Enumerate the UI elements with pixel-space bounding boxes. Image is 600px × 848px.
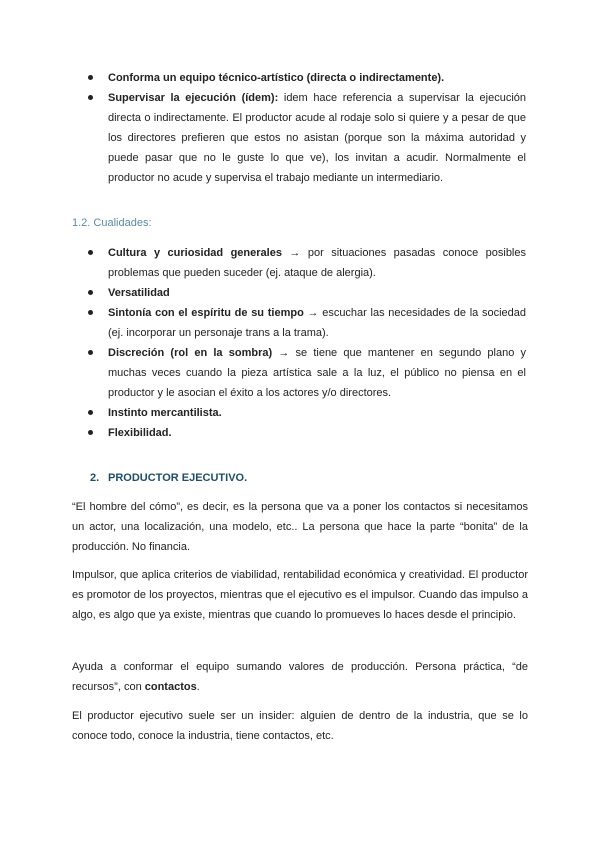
bullet-icon [88, 430, 93, 435]
item-lead: Flexibilidad. [108, 427, 172, 439]
bullet-icon [88, 310, 93, 315]
item-text: idem hace referencia a supervisar la ejecución directa o indirectamente. El productor acude al rodaje solo si quiere y a pesar de que los directores prefieren que estos no asistan (porque son la máxima autoridad y puede pasar que no le guste lo que ve), los invitan a acudir. Normalmente el productor no acude y supervisa el trabajo mediante un intermediario. [108, 92, 526, 184]
bullet-icon [88, 250, 93, 255]
item-lead: Instinto mercantilista. [108, 407, 222, 419]
paragraph: El productor ejecutivo suele ser un insider: alguien de dentro de la industria, que se lo conoce todo, conoce la industria, tiene contactos, etc. [72, 710, 528, 742]
bullet-icon [88, 95, 93, 100]
qualities-list [0, 243, 600, 443]
list-item [0, 423, 600, 443]
item-lead: Cultura y curiosidad generales [108, 247, 282, 259]
item-lead: Discreción (rol en la sombra) [108, 347, 273, 359]
item-text: → se tiene que mantener en segundo plano y muchas veces cuando la pieza artística sale a la luz, el público no piensa en el productor y le asocian el éxito a los actores y/o directores. [108, 347, 526, 399]
item-text: → escuchar las necesidades de la sociedad (ej. incorporar un personaje trans a la trama). [108, 307, 526, 339]
bullet-icon [88, 410, 93, 415]
section-heading [90, 468, 247, 488]
list-item [0, 303, 600, 343]
item-text: → por situaciones pasadas conoce posibles problemas que pueden suceder (ej. ataque de alergia). [108, 247, 526, 279]
list-item [0, 88, 600, 188]
subsection-heading: 1.2. Cualidades: [72, 217, 152, 229]
section-title: PRODUCTOR EJECUTIVO. [108, 472, 248, 484]
responsibilities-list-continued [0, 68, 600, 188]
section-number: 2. [90, 472, 100, 484]
item-lead: Supervisar la ejecución (ídem): [108, 92, 279, 104]
paragraph-emphasis: contactos [144, 681, 197, 693]
list-item [0, 343, 600, 403]
bullet-icon [88, 75, 93, 80]
paragraph [72, 657, 528, 697]
bullet-icon [88, 350, 93, 355]
paragraph: “El hombre del cómo”, es decir, es la persona que va a poner los contactos si necesitamos un actor, una localización, una modelo, etc.. La persona que hace la parte “bonita” de la producción. No financia. [72, 501, 528, 553]
list-item [0, 403, 600, 423]
item-lead: Sintonía con el espíritu de su tiempo [108, 307, 304, 319]
paragraph-text: . [196, 681, 200, 693]
list-item [0, 283, 600, 303]
bullet-icon [88, 290, 93, 295]
paragraph: Impulsor, que aplica criterios de viabilidad, rentabilidad económica y creatividad. El productor es promotor de los proyectos, mientras que el ejecutivo es el impulsor. Cuando das impulso a algo, es algo que ya existe, mientras que cuando lo promueves lo haces desde el principio. [72, 569, 528, 621]
list-item [0, 68, 600, 88]
item-lead: Conforma un equipo técnico-artístico (directa o indirectamente). [108, 72, 445, 84]
item-lead: Versatilidad [108, 287, 170, 299]
list-item [0, 243, 600, 283]
paragraph-text: Ayuda a conformar el equipo sumando valores de producción. Persona práctica, “de recursos”, con [72, 661, 528, 693]
